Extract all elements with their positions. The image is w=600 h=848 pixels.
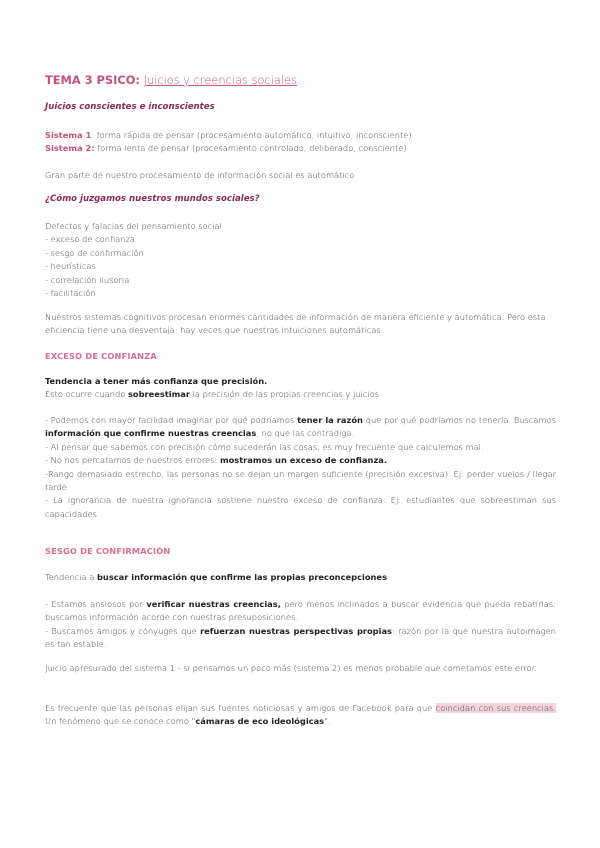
sesgo-freq-pre: Es frecuente que las personas elijan sus fuentes noticiosas y amigos de Facebook para que	[45, 703, 436, 713]
exceso-b3-bold: mostramos un exceso de confianza.	[219, 455, 388, 466]
gran-parte-text: Gran parte de nuestro procesamiento de información social es automático	[45, 170, 355, 180]
exceso-bullet-5: - La ignorancia de nuestra ignorancia sostiene nuestro exceso de confianza: Ej: estudiantes que sobreestiman sus capacidades	[45, 495, 556, 519]
sesgo-tendencia	[45, 571, 556, 584]
exceso-b1-end: , no que las contradiga.	[256, 428, 355, 439]
exceso-b3-pre: - No nos percatamos de nuestros errores:	[45, 455, 220, 466]
sistemas-cognitivos-paragraph: Nuestros sistemas cognitivos procesan enormes cantidades de información de manera eficiente y automática. Pero esta eficiencia tiene una desventaja: hay veces que nuestras intuiciones automáticas	[45, 312, 546, 336]
sistema-1-text: : forma rápida de pensar (procesamiento automático, intuitivo, inconsciente)	[91, 130, 412, 140]
title-tema: TEMA 3 PSICO:	[45, 73, 140, 87]
sesgo-freq-mid: Un fenómeno que se conoce como "	[45, 716, 196, 727]
sesgo-b1-pre: - Estamos ansiosos por	[45, 599, 147, 609]
defectos-heading: Defectos y falacias del pensamiento social	[45, 221, 222, 231]
sesgo-freq-bold: cámaras de eco ideológicas	[195, 716, 325, 727]
sesgo-b2-bold: refuerzan nuestras perspectivas propias	[200, 625, 392, 636]
list-item: - heurísticas	[45, 261, 96, 272]
sistema-2-label: Sistema 2:	[45, 143, 95, 154]
sesgo-bullet-1	[45, 598, 556, 625]
sesgo-freq-end: ".	[324, 716, 331, 727]
exceso-bullet-1	[45, 414, 556, 441]
sesgo-heading: SESGO DE CONFIRMACIÓN	[45, 546, 171, 556]
sesgo-b1-bold: verificar nuestras creencias,	[146, 599, 281, 609]
sesgo-tend-bold: buscar información que confirme las propias preconcepciones	[96, 572, 388, 582]
exceso-bullet-2: - Al pensar que sabemos con precisión cómo sucederán las cosas, es muy frecuente que calculemos mal.	[45, 441, 484, 452]
exceso-ocurre-pre: Esto ocurre cuando	[45, 389, 128, 400]
exceso-heading: EXCESO DE CONFIANZA	[45, 351, 157, 361]
exceso-b1-pre: - Podemos con mayor facilidad imaginar por qué podríamos	[45, 415, 298, 425]
sesgo-tend-pre: Tendencia a	[45, 572, 97, 582]
list-item: - exceso de confianza	[45, 234, 135, 245]
exceso-b1-bold: tener la razón	[297, 415, 363, 425]
list-item: - facilitación	[45, 288, 96, 299]
sistema-1-label: Sistema 1	[45, 130, 92, 140]
exceso-ocurre-post: la precisión de las propias creencias y juicios	[189, 389, 380, 400]
title-topic: Juicios y creencias sociales	[143, 73, 297, 87]
list-item: - sesgo de confirmación	[45, 247, 144, 258]
question-heading: ¿Cómo juzgamos nuestros mundos sociales?	[45, 194, 260, 204]
exceso-tendencia: Tendencia a tener más confianza que precisión.	[45, 376, 268, 386]
page-title	[45, 73, 556, 87]
sesgo-frecuente-paragraph	[45, 702, 556, 729]
section-juicios-heading: Juicios conscientes e inconscientes	[45, 102, 215, 112]
sesgo-b2-pre: - Buscamos amigos y cónyuges que	[45, 625, 201, 636]
exceso-ocurre-bold: sobreestimar	[127, 389, 190, 400]
defectos-list	[45, 220, 556, 300]
sesgo-bullets	[45, 598, 556, 652]
exceso-ocurre	[45, 388, 556, 401]
exceso-bullet-3	[45, 454, 556, 467]
sesgo-b2-post: : razón por la que nuestra autoimagen es tan estable.	[45, 625, 556, 650]
sistemas-block	[45, 129, 556, 156]
exceso-bullet-4: -Rango demasiado estrecho, las personas no se dejan un margen suficiente (precisión excesiva). Ej: perder vuelos / llegar tarde	[45, 468, 556, 493]
sesgo-freq-highlight: coincidan con sus creencias.	[435, 703, 556, 713]
exceso-bullets	[45, 414, 556, 521]
sesgo-juicio-paragraph: Juicio apresurado del sistema 1 - si pensamos un poco más (sistema 2) es menos probable que cometamos este error.	[45, 663, 537, 673]
exceso-b1-bold2: información que confirme nuestras creencias	[45, 428, 257, 439]
sesgo-b1-post: pero menos inclinados a buscar evidencia que pueda rebatirlas: buscamos información acorde con nuestras presuposiciones.	[45, 599, 556, 623]
sistema-1-line	[45, 129, 556, 142]
list-item: - correlación ilusoria	[45, 274, 130, 285]
sistema-2-text: forma lenta de pensar (procesamiento controlado, deliberado, consciente)	[94, 143, 407, 154]
sesgo-bullet-2	[45, 625, 556, 652]
exceso-b1-post: que por qué podríamos no tenerla. Buscamos	[362, 415, 556, 425]
sistema-2-line	[45, 142, 556, 155]
exceso-intro	[45, 375, 556, 402]
